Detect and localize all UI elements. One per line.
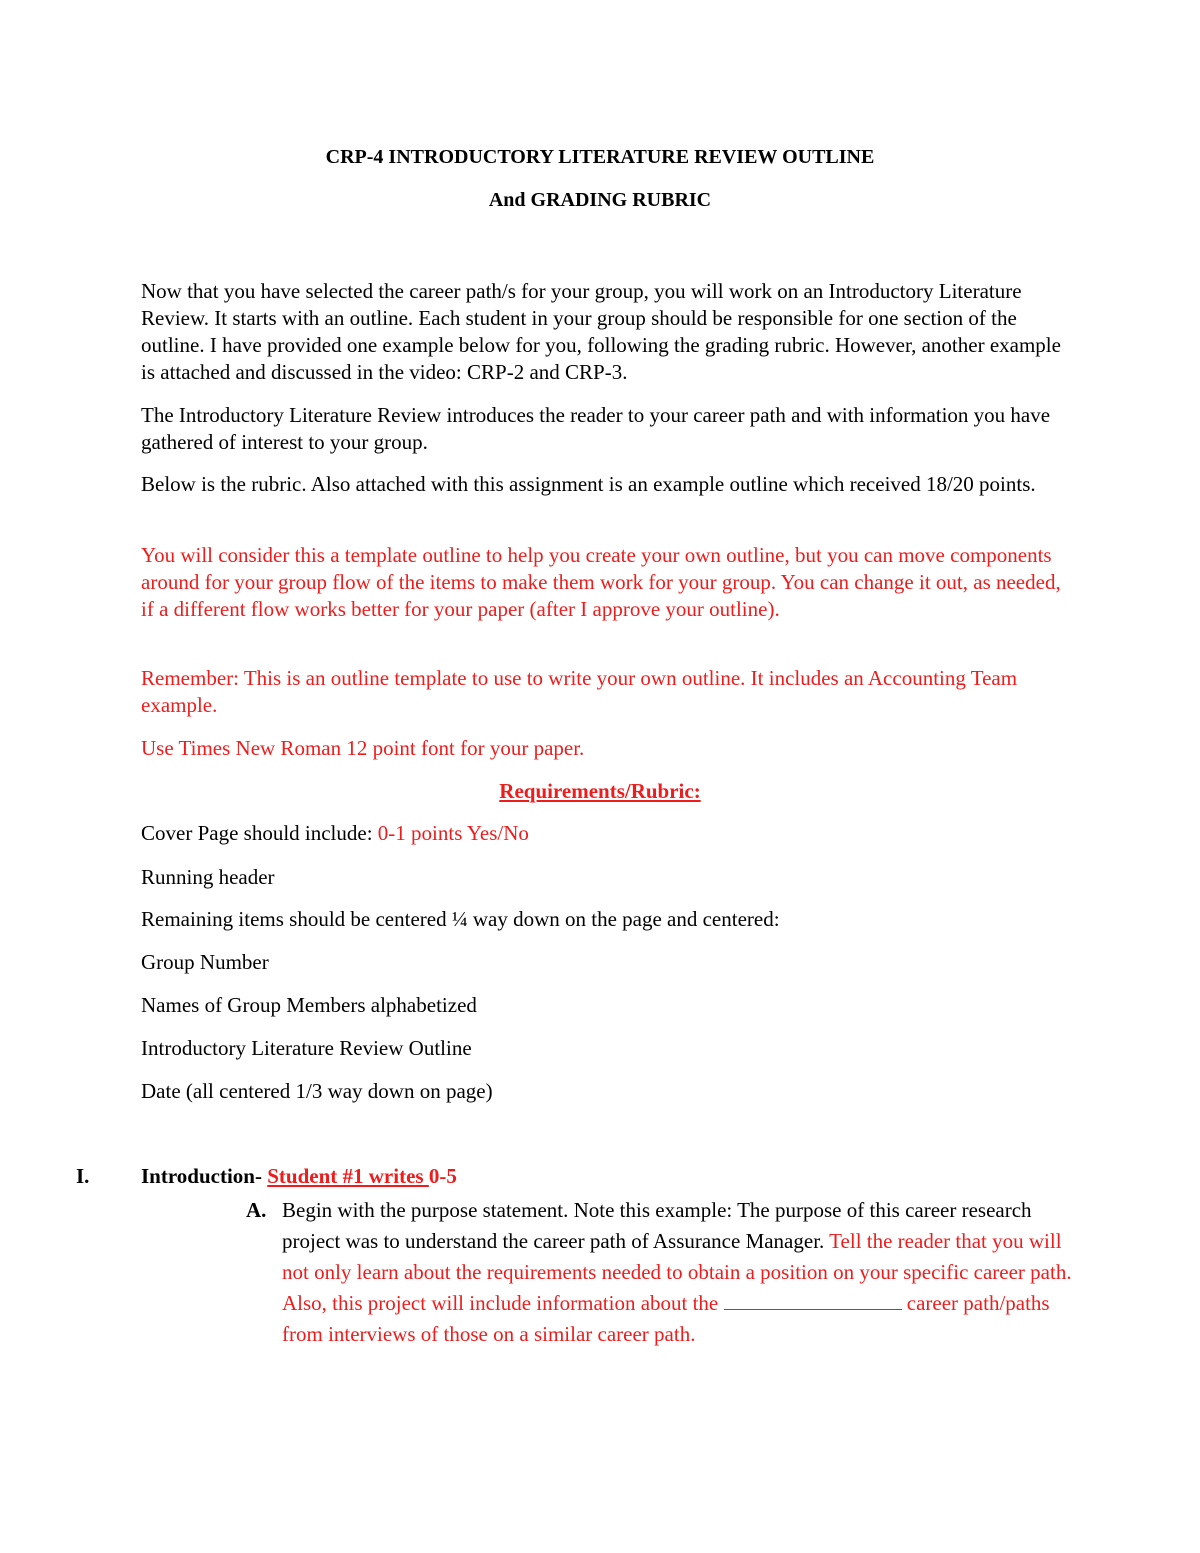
subsection-red-text-1: Tell the reader that you will not only learn about the requirements needed to obtain a position on your specific career path. Also, this project will include information about the	[282, 1229, 1072, 1315]
section-title: Introduction	[141, 1164, 255, 1188]
remember-paragraph: Remember: This is an outline template to use to write your own outline. It includes an Accounting Team example.	[141, 666, 1018, 717]
cover-page-line	[141, 820, 529, 847]
subsection-text	[282, 1195, 1072, 1350]
cover-item: Date (all centered 1/3 way down on page)	[141, 1079, 493, 1103]
cover-item: Names of Group Members alphabetized	[141, 993, 477, 1017]
template-note-paragraph: You will consider this a template outline to help you create your own outline, but you can move components around for your group flow of the items to make them work for your group. You can change it out, as needed, if a different flow works better for your paper (after I approve your outline).	[141, 543, 1061, 621]
cover-item: Running header	[141, 865, 275, 889]
document-title: CRP-4 INTRODUCTORY LITERATURE REVIEW OUTLINE	[325, 146, 875, 168]
intro-paragraph: Now that you have selected the career path/s for your group, you will work on an Introductory Literature Review. It starts with an outline. Each student in your group should be responsible for one section of the outline. I have provided one example below for you, following the grading rubric. However, another example is attached and discussed in the video: CRP-2 and CRP-3.	[141, 279, 1061, 384]
cover-item: Group Number	[141, 950, 269, 974]
section-points: 0-5	[428, 1164, 457, 1188]
subsection-red-text-2: career path/paths from interviews of those on a similar career path.	[282, 1291, 1050, 1346]
subsection-label: A.	[246, 1198, 267, 1222]
section-dash: -	[254, 1164, 268, 1188]
font-note-paragraph: Use Times New Roman 12 point font for your paper.	[141, 736, 585, 760]
cover-item: Remaining items should be centered ¼ way down on the page and centered:	[141, 907, 780, 931]
section-student: Student #1 writes	[267, 1164, 429, 1188]
cover-page-label: Cover Page should include:	[141, 821, 378, 845]
cover-item: Introductory Literature Review Outline	[141, 1036, 472, 1060]
rubric-note-paragraph: Below is the rubric. Also attached with this assignment is an example outline which received 18/20 points.	[141, 472, 1036, 496]
purpose-paragraph: The Introductory Literature Review introduces the reader to your career path and with information you have gathered of interest to your group.	[141, 403, 1051, 454]
section-heading	[141, 1163, 457, 1190]
section-number: I.	[76, 1164, 90, 1188]
fill-in-blank	[724, 1291, 902, 1310]
cover-page-points: 0-1 points Yes/No	[377, 821, 529, 845]
document-subtitle: And GRADING RUBRIC	[488, 189, 712, 211]
subsection-black-text: Begin with the purpose statement. Note this example: The purpose of this career research project was to understand the career path of Assurance Manager.	[282, 1198, 1032, 1253]
rubric-heading: Requirements/Rubric:	[499, 779, 701, 803]
